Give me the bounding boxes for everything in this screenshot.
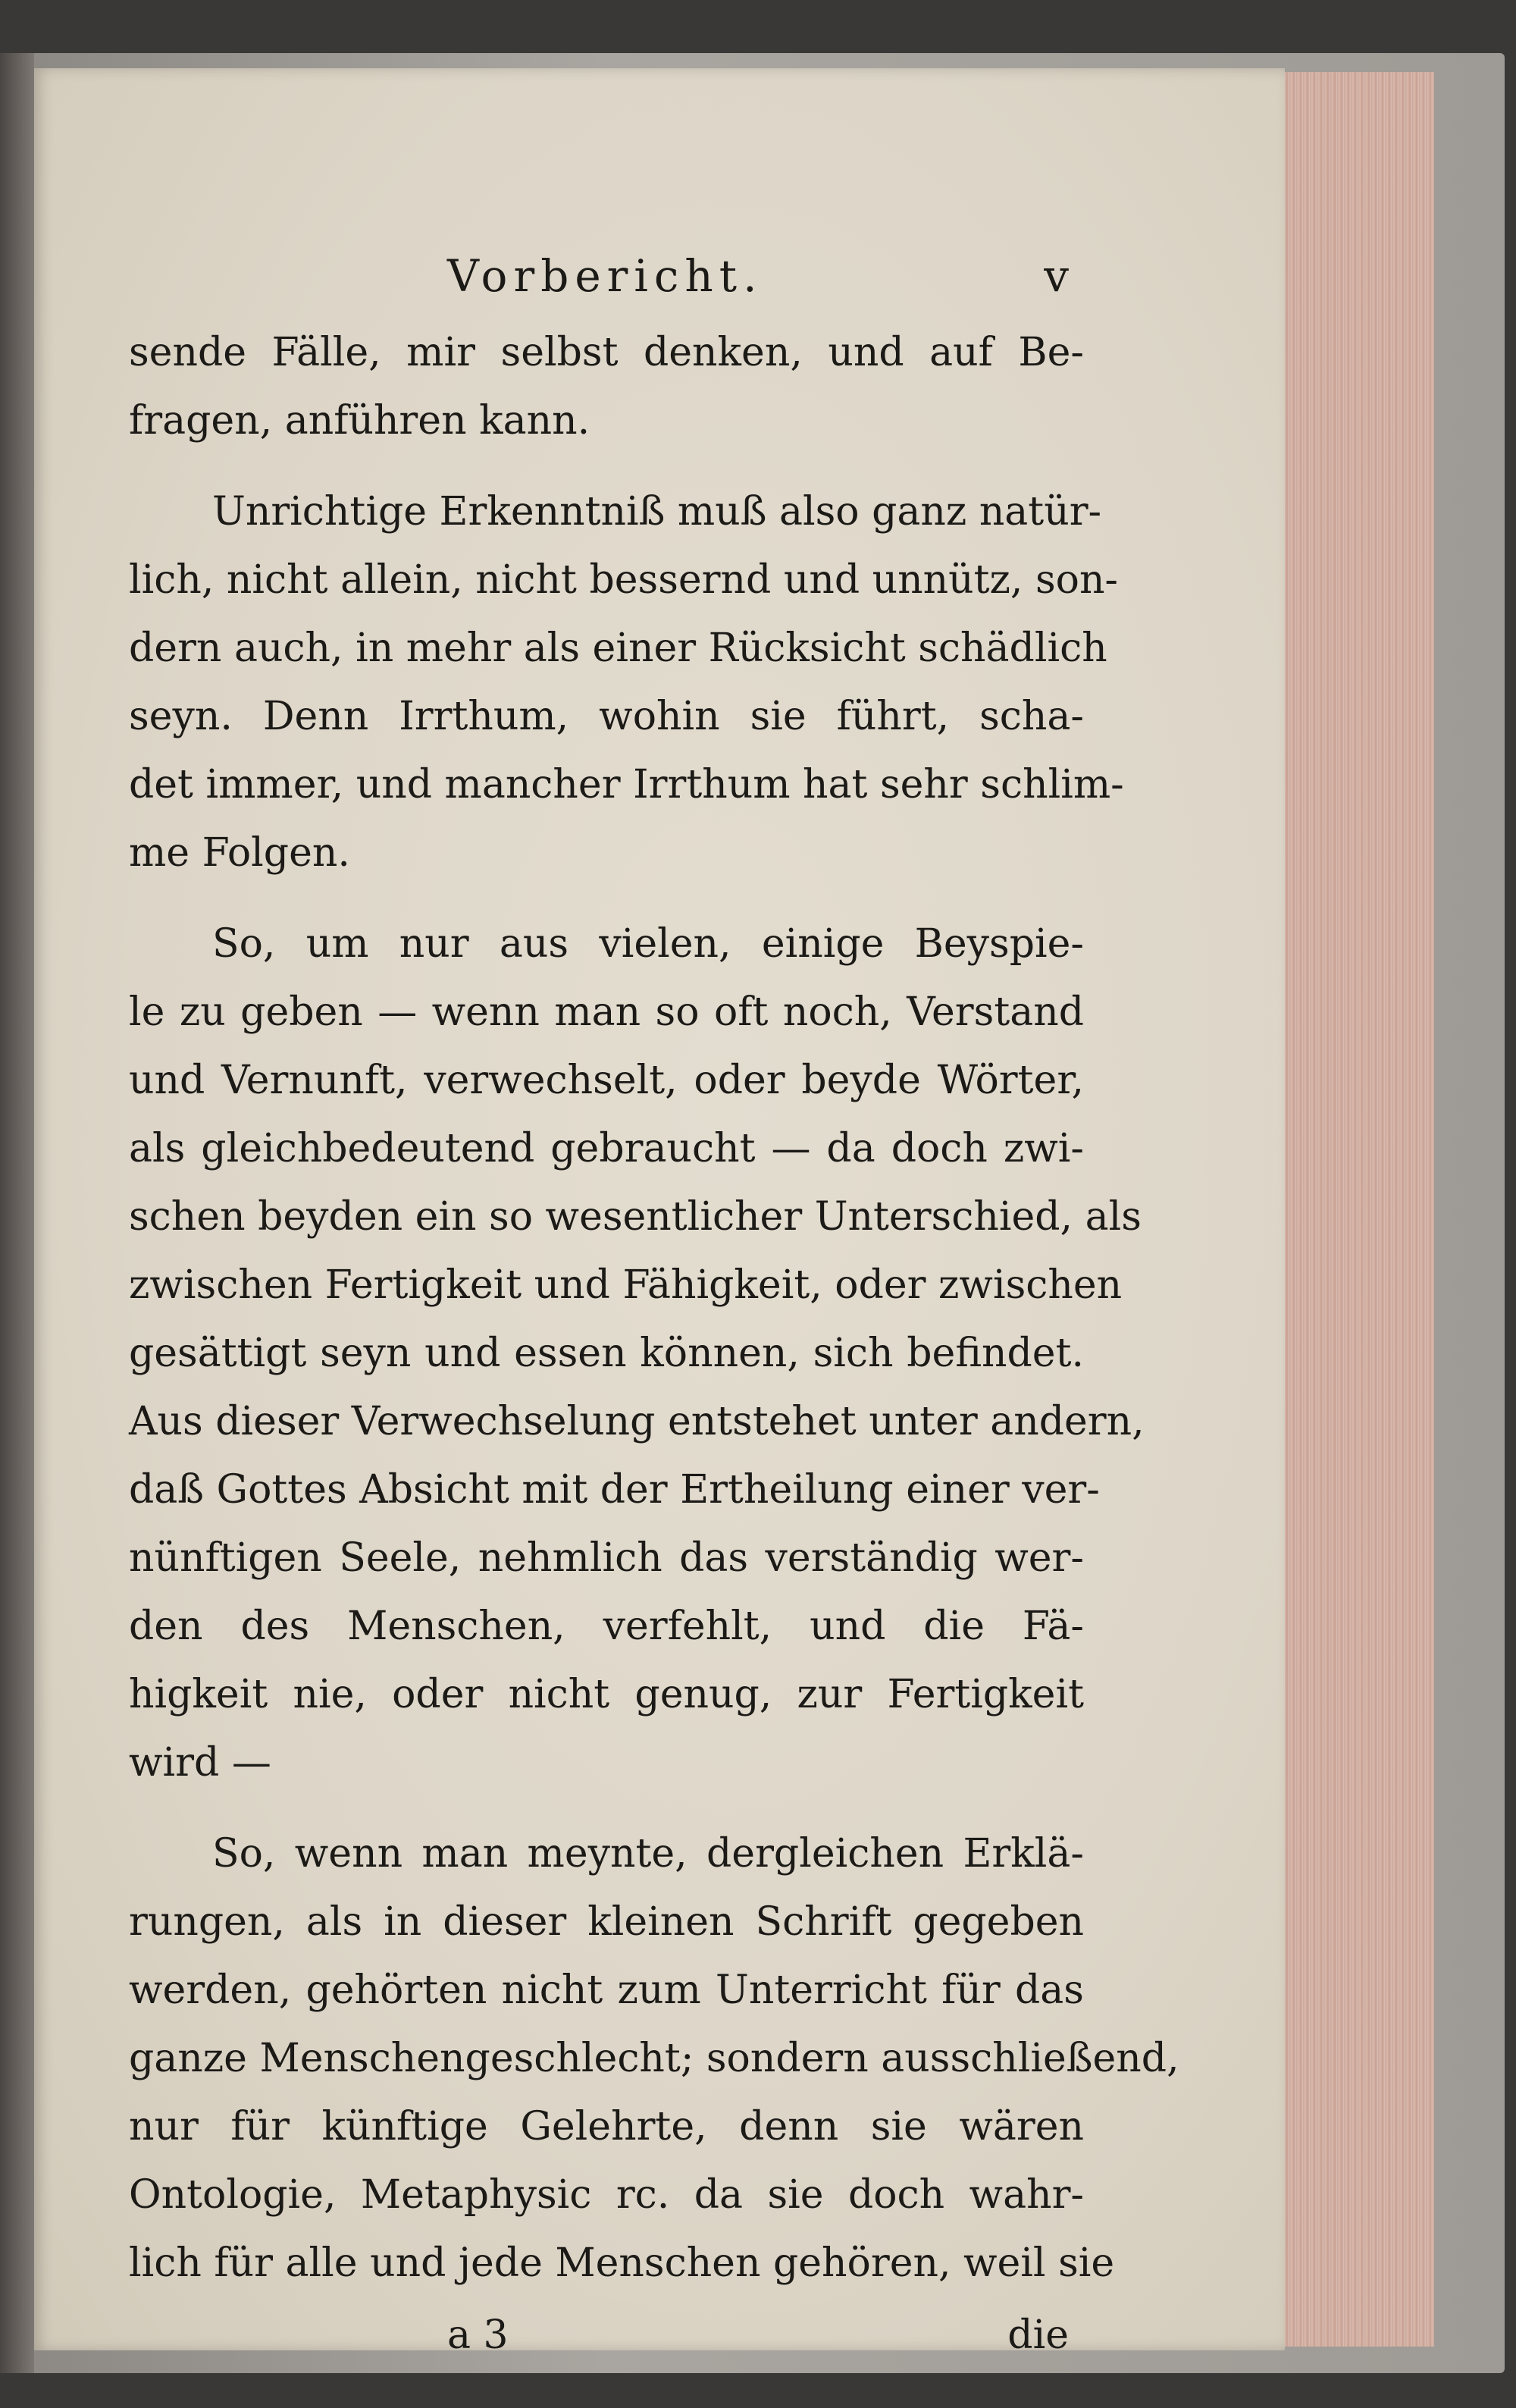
text-line: Aus dieser Verwechselung entstehet unter andern, [129, 1399, 1145, 1444]
text-line: So, wenn man meynte, dergleichen Erklä- [212, 1831, 1084, 1877]
page-footer [129, 2312, 1084, 2381]
text-line: So, um nur aus vielen, einige Beyspie- [212, 921, 1084, 967]
page-header [129, 250, 1084, 318]
text-line: ganze Menschengeschlecht; sondern ausschließend, [129, 2036, 1179, 2081]
text-line: dern auch, in mehr als einer Rücksicht schädlich [129, 626, 1107, 671]
text-line: als gleichbedeutend gebraucht — da doch zwi- [129, 1126, 1084, 1171]
text-line: den des Menschen, verfehlt, und die Fä- [129, 1604, 1084, 1649]
text-line: higkeit nie, oder nicht genug, zur Fertigkeit [129, 1672, 1084, 1717]
text-line: Unrichtige Erkenntniß muß also ganz natür- [212, 489, 1102, 535]
paragraph [129, 478, 1124, 887]
text-line: wird — [129, 1740, 271, 1786]
text-line: rungen, als in dieser kleinen Schrift gegeben [129, 1899, 1084, 1945]
text-line: zwischen Fertigkeit und Fähigkeit, oder zwischen [129, 1262, 1123, 1308]
text-line: Ontologie, Metaphysic rc. da sie doch wahr- [129, 2172, 1084, 2218]
text-line: werden, gehörten nicht zum Unterricht für das [129, 1967, 1084, 2013]
page-number: v [1044, 250, 1069, 302]
signature-mark: a 3 [447, 2312, 509, 2358]
text-line: schen beyden ein so wesentlicher Unterschied, als [129, 1194, 1142, 1240]
page-edges [1281, 72, 1434, 2347]
paragraph [129, 1820, 1179, 2297]
text-line: nur für künftige Gelehrte, denn sie wären [129, 2104, 1084, 2149]
text-line: gesättigt seyn und essen können, sich befindet. [129, 1331, 1084, 1376]
catchword: die [1007, 2312, 1069, 2358]
text-line: nünftigen Seele, nehmlich das verständig wer- [129, 1535, 1084, 1581]
text-line: lich, nicht allein, nicht bessernd und unnütz, son- [129, 557, 1119, 603]
text-line: det immer, und mancher Irrthum hat sehr schlim- [129, 762, 1124, 807]
text-line: le zu geben — wenn man so oft noch, Verstand [129, 989, 1084, 1035]
book-spine [0, 53, 34, 2373]
text-line: seyn. Denn Irrthum, wohin sie führt, scha- [129, 694, 1084, 739]
running-head: Vorbericht. [447, 250, 763, 302]
text-line: me Folgen. [129, 830, 350, 876]
text-line: sende Fälle, mir selbst denken, und auf Be- [129, 330, 1084, 375]
paragraph [129, 910, 1145, 1797]
text-line: fragen, anführen kann. [129, 398, 590, 444]
text-line: daß Gottes Absicht mit der Ertheilung einer ver- [129, 1467, 1100, 1513]
text-line: und Vernunft, verwechselt, oder beyde Wörter, [129, 1058, 1084, 1103]
paragraph [129, 318, 1084, 455]
page-content [129, 250, 1179, 2381]
text-line: lich für alle und jede Menschen gehören, weil sie [129, 2240, 1115, 2286]
